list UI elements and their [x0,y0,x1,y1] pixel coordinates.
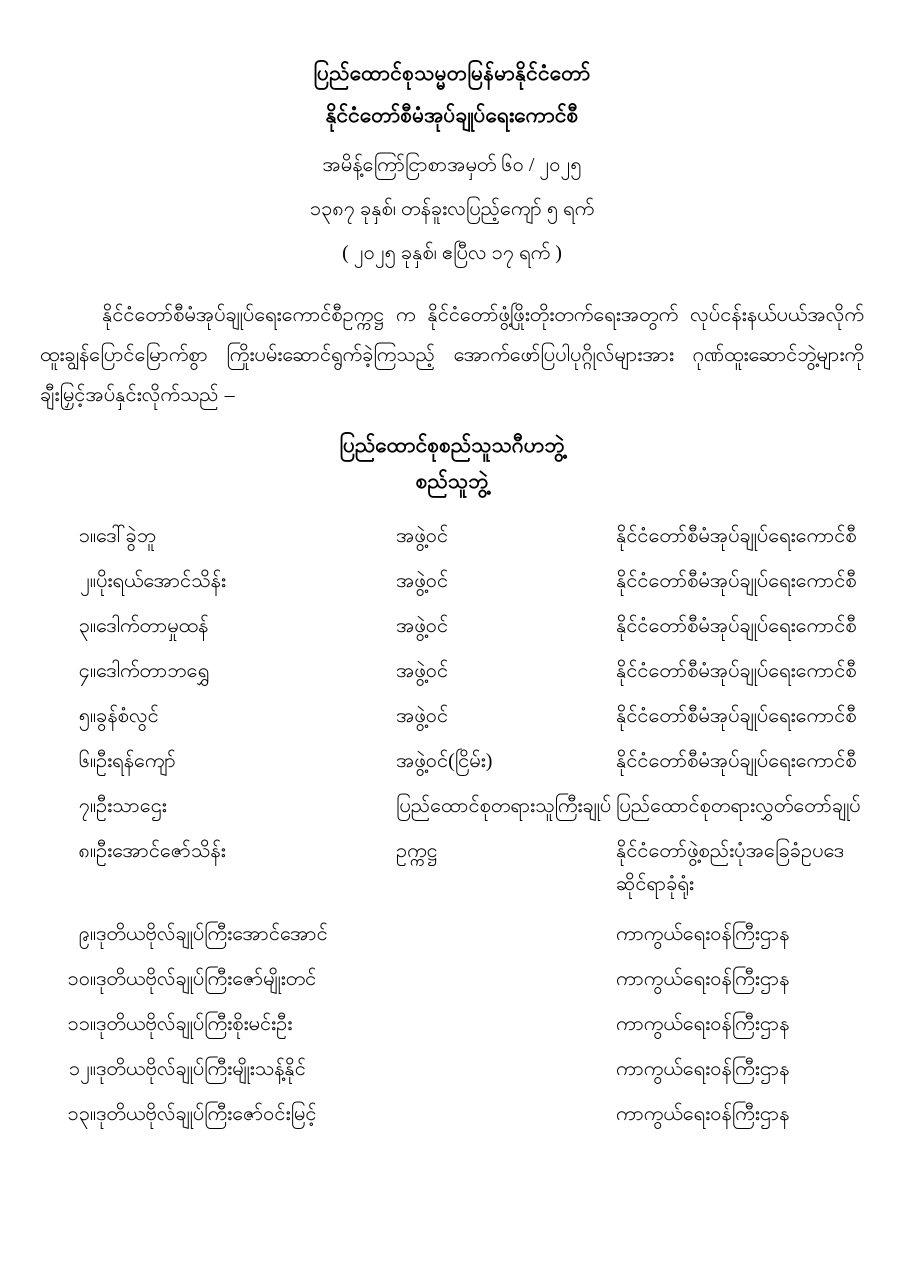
row-name: ဒေါက်တာဘရွှေ [96,660,210,683]
row-org: ကာကွယ်ရေးဝန်ကြီးဌာန [616,1058,790,1081]
row-name: ပိုးရယ်အောင်သိန်း [96,570,226,593]
row-role: အဖွဲ့ဝင် [396,570,449,593]
table-row [40,1092,864,1137]
recipients-table [40,514,864,1137]
table-row [40,604,864,649]
row-number: ၁၃။ [67,1103,96,1126]
row-number: ၈။ [78,840,96,863]
table-row [40,559,864,604]
table-row [40,912,864,957]
row-number: ၂။ [80,570,96,593]
row-number: ၁၁။ [67,1013,96,1036]
row-org: ကာကွယ်ရေးဝန်ကြီးဌာန [616,923,790,946]
row-role: အဖွဲ့ဝင် [396,705,449,728]
row-number: ၉။ [78,923,96,946]
row-org: ကာကွယ်ရေးဝန်ကြီးဌာန [616,1013,790,1036]
row-org [616,829,864,912]
row-number: ၄။ [78,660,96,683]
table-row [40,957,864,1002]
row-name: ဒုတိယဗိုလ်ချုပ်ကြီးမျိုးသန့်နိုင် [96,1058,306,1081]
row-org: ပြည်ထောင်စုတရားလွှတ်တော်ချုပ် [616,795,861,818]
header-council-line: နိုင်ငံတော်စီမံအုပ်ချုပ်ရေးကောင်စီ [325,102,579,127]
row-number: ၁၂။ [68,1058,96,1081]
row-name: ဒုတိယဗိုလ်ချုပ်ကြီးဇော်မျိုးတင် [96,968,317,991]
row-number: ၇။ [78,795,96,818]
row-org: ကာကွယ်ရေးဝန်ကြီးဌာန [616,1103,790,1126]
table-row [40,514,864,559]
row-org: နိုင်ငံတော်စီမံအုပ်ချုပ်ရေးကောင်စီ [616,750,857,773]
date-myanmar: ၁၃၈၇ ခုနှစ်၊ တန်ခူးလပြည့်ကျော် ၅ ရက် [309,198,595,220]
table-row [40,739,864,784]
row-role: ပြည်ထောင်စုတရားသူကြီးချုပ် [396,795,612,818]
row-org: နိုင်ငံတော်စီမံအုပ်ချုပ်ရေးကောင်စီ [616,660,857,683]
body-paragraph: နိုင်ငံတော်စီမံအုပ်ချုပ်ရေးကောင်စီဥက္ကဋ္ဌ က နိုင်ငံတော်ဖွံ့ဖြိုးတိုးတက်ရေးအတွက် လုပ်ငန်းနယ်ပယ်အလိုက် ထူးချွန်ပြောင်မြောက်စွာ ကြိုးပမ်းဆောင်ရွက်ခဲ့ကြသည့် အောက်ဖော်ပြပါပုဂ္ဂိုလ်များအား ဂုဏ်ထူးဆောင်ဘွဲ့များကို ချီးမြှင့်အပ်နှင်းလိုက်သည် – [40,304,864,406]
table-row [40,829,864,912]
header-country-line: ပြည်ထောင်စုသမ္မတမြန်မာနိုင်ငံတော် [313,61,591,85]
row-name: ဦးရန်ကျော် [96,750,176,773]
row-role: ဥက္ကဋ္ဌ [396,840,438,863]
row-org: နိုင်ငံတော်စီမံအုပ်ချုပ်ရေးကောင်စီ [616,705,857,728]
row-name: ဒုတိယဗိုလ်ချုပ်ကြီးစိုးမင်းဦး [96,1013,293,1036]
row-name: ဦးသာဌေး [96,795,167,818]
row-role: အဖွဲ့ဝင် [396,660,449,683]
row-number: ၁၀။ [67,968,96,991]
table-row [40,1047,864,1092]
row-org: ကာကွယ်ရေးဝန်ကြီးဌာန [616,968,790,991]
row-number: ၅။ [78,705,96,728]
row-name: ခွန်စံလွင် [96,705,159,728]
row-number: ၃။ [78,615,96,638]
row-name: ဦးအောင်ဇော်သိန်း [96,840,226,863]
date-gregorian: ( ၂၀၂၅ ခုနှစ်၊ ဧပြီလ ၁၇ ရက် ) [342,242,562,264]
row-name: ဒုတိယဗိုလ်ချုပ်ကြီးအောင်အောင် [96,923,328,946]
row-role: အဖွဲ့ဝင် [396,615,449,638]
notice-number: အမိန့်ကြော်ငြာစာအမှတ် ၆၀ / ၂၀၂၅ [322,154,582,176]
table-row [40,784,864,829]
award-title-line1: ပြည်ထောင်စုစည်သူသဂီဟဘွဲ့ [339,433,565,457]
row-org-line1: နိုင်ငံတော်ဖွဲ့စည်းပုံအခြေခံဥပဒေ [616,840,845,863]
row-org: နိုင်ငံတော်စီမံအုပ်ချုပ်ရေးကောင်စီ [616,570,857,593]
row-role: အဖွဲ့ဝင် [396,525,449,548]
row-org: နိုင်ငံတော်စီမံအုပ်ချုပ်ရေးကောင်စီ [616,615,857,638]
row-name: ဒေါ်ခွဲဘူ [96,525,157,548]
row-name: ဒုတိယဗိုလ်ချုပ်ကြီးဇော်ဝင်းမြင့် [96,1103,317,1126]
recipients-body [40,514,864,1137]
row-role: အဖွဲ့ဝင်(ငြိမ်း) [396,750,493,773]
table-row [40,649,864,694]
table-row [40,1002,864,1047]
row-number: ၆။ [78,750,96,773]
table-row [40,694,864,739]
document-header [40,58,864,269]
row-name: ဒေါက်တာမှုထန် [96,615,209,638]
row-org: နိုင်ငံတော်စီမံအုပ်ချုပ်ရေးကောင်စီ [616,525,857,548]
row-org-line2: ဆိုင်ရာခုံရုံး [616,873,694,896]
row-number: ၁။ [78,525,96,548]
award-title-line2: စည်သူဘွဲ့ [415,468,489,493]
